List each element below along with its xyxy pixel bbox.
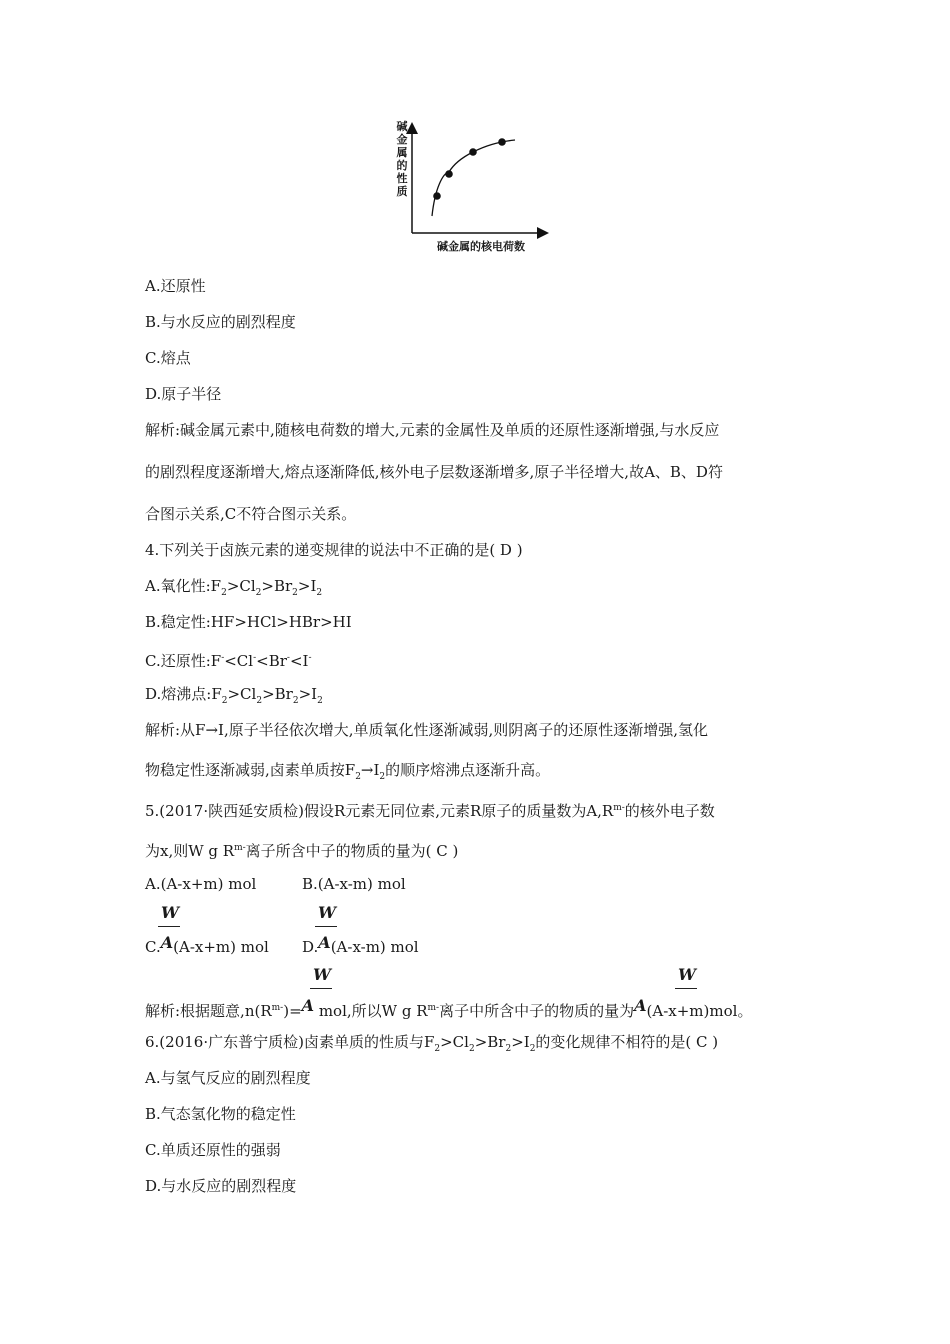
q5-option-b: B.(A-x-m) mol: [302, 875, 406, 893]
q5-option-a: A.(A-x+m) mol: [145, 875, 257, 893]
q4-option-a: A.氧化性$:F_2>Cl_2>Br_2>I_2$: [145, 577, 323, 598]
fraction-numerator: W: [161, 903, 179, 922]
data-point: [498, 138, 506, 146]
q3-option-b: B.与水反应的剧烈程度: [145, 313, 296, 331]
q6-stem: 6.(2016·广东普宁质检)卤素单质的性质与$F_2>Cl_2>Br_2>I_2$的变化规律不相符的是( C ): [145, 1033, 719, 1054]
fraction-numerator: W: [678, 965, 696, 984]
q4-option-c: C.还原性:F-<Cl-<Br-<I-: [145, 652, 312, 670]
q4-stem: 4.下列关于卤族元素的递变规律的说法中不正确的是( D ): [145, 541, 523, 559]
q3-analysis-line-2: 的剧烈程度逐渐增大,熔点逐渐降低,核外电子层数逐渐增多,原子半径增大,故A、B、D符: [145, 463, 723, 481]
fraction-denominator: A: [301, 996, 315, 1015]
q3-option-c: C.熔点: [145, 349, 191, 367]
q5-analysis: 解析:根据题意$,n(R^{m-})=A$ mol,所以W g $R^{m-}$离子中所含中子的物质的量为A(A-x+m)mol。: [145, 996, 753, 1020]
fraction-denominator: A: [160, 933, 174, 952]
x-axis-label: 碱金属的核电荷数: [437, 240, 525, 253]
y-axis-label: 碱金属的性质: [396, 120, 408, 198]
fraction-bar: [675, 988, 697, 989]
alkali-metal-figure: [385, 118, 555, 263]
data-point: [445, 170, 453, 178]
fraction-numerator: W: [313, 965, 331, 984]
data-point: [433, 192, 441, 200]
q4-option-b: B.稳定性:HF>HCl>HBr>HI: [145, 613, 352, 631]
q5-stem-line-1: 5.(2017·陕西延安质检)假设R元素无同位素,元素R原子的质量数为$A,R^{m-}$的核外电子数: [145, 802, 715, 820]
q6-option-a: A.与氢气反应的剧烈程度: [145, 1069, 311, 1087]
data-point: [469, 148, 477, 156]
q6-option-b: B.气态氢化物的稳定性: [145, 1105, 296, 1123]
q6-option-c: C.单质还原性的强弱: [145, 1141, 281, 1159]
fraction-denominator: A: [318, 933, 331, 952]
q4-option-d: D.熔沸点$:F_2>Cl_2>Br_2>I_2$: [145, 685, 323, 706]
q4-analysis-line-1: 解析:从F→I,原子半径依次增大,单质氧化性逐渐减弱,则阴离子的还原性逐渐增强,氢化: [145, 721, 709, 739]
q3-option-a: A.还原性: [145, 277, 206, 295]
q5-option-d: D.A(A-x-m) mol: [302, 933, 419, 956]
fraction-bar: [315, 926, 337, 927]
q4-analysis-line-2: 物稳定性逐渐减弱,卤素单质按$F_2\to I_2$的顺序熔沸点逐渐升高。: [145, 761, 551, 782]
q6-option-d: D.与水反应的剧烈程度: [145, 1177, 297, 1195]
q5-stem-line-2: 为x,则W g $R^{m-}$离子所含中子的物质的量为( C ): [145, 842, 459, 860]
q3-analysis-line-1: 解析:碱金属元素中,随核电荷数的增大,元素的金属性及单质的还原性逐渐增强,与水反应: [145, 421, 720, 439]
fraction-denominator: A: [634, 996, 647, 1015]
q3-analysis-line-3: 合图示关系,C不符合图示关系。: [145, 505, 357, 523]
q3-option-d: D.原子半径: [145, 385, 222, 403]
fraction-bar: [158, 926, 180, 927]
fraction-numerator: W: [318, 903, 336, 922]
fraction-bar: [310, 988, 332, 989]
q5-option-c: C.A(A-x+m) mol: [145, 933, 269, 956]
